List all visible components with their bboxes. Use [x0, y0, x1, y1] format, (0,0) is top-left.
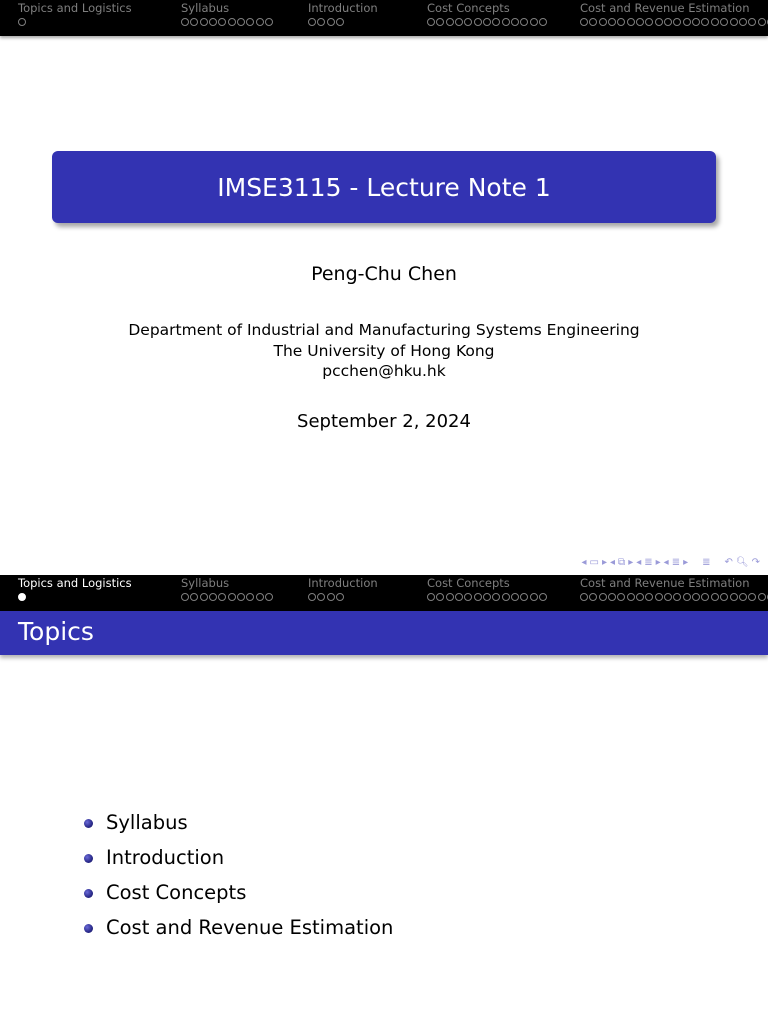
nav-section-label[interactable]: Syllabus: [181, 1, 230, 15]
nav-frame-dot[interactable]: [336, 593, 344, 601]
nav-frame-dot[interactable]: [218, 18, 226, 26]
nav-section-label[interactable]: Cost Concepts: [427, 1, 510, 15]
nav-section-label[interactable]: Introduction: [308, 576, 378, 590]
nav-frame-dot[interactable]: [464, 18, 472, 26]
search-icon[interactable]: 🔍︎: [735, 557, 749, 568]
bullet-icon: [84, 924, 93, 933]
nav-frame-dot[interactable]: [673, 18, 681, 26]
nav-section-label[interactable]: Syllabus: [181, 576, 230, 590]
nav-frame-dot[interactable]: [455, 18, 463, 26]
nav-frame-dot[interactable]: [645, 18, 653, 26]
title-block: [52, 151, 716, 223]
nav-frame-dot[interactable]: [748, 18, 756, 26]
nav-frame-dot[interactable]: [580, 593, 588, 601]
nav-frame-dot[interactable]: [265, 18, 273, 26]
institute-block: [0, 320, 768, 382]
nav-frame-dot[interactable]: [617, 18, 625, 26]
nav-frame-dot[interactable]: [720, 18, 728, 26]
nav-frame-dot[interactable]: [711, 18, 719, 26]
nav-frame-dot[interactable]: [237, 18, 245, 26]
nav-frame-dot[interactable]: [636, 593, 644, 601]
presentation-title: IMSE3115 - Lecture Note 1: [217, 172, 551, 202]
nav-frame-dot[interactable]: [530, 18, 538, 26]
nav-frame-dot[interactable]: [209, 593, 217, 601]
nav-frame-dot[interactable]: [739, 593, 747, 601]
nav-frame-dot[interactable]: [237, 593, 245, 601]
beamer-navigation-symbols: [582, 556, 761, 570]
nav-frame-dot[interactable]: [483, 593, 491, 601]
topic-label: Introduction: [106, 846, 225, 869]
nav-frame-dot[interactable]: [645, 593, 653, 601]
nav-frame-dot[interactable]: [627, 593, 635, 601]
nav-frame-dot[interactable]: [200, 593, 208, 601]
author-email: pcchen@hku.hk: [322, 362, 446, 380]
nav-frame-dot[interactable]: [218, 593, 226, 601]
nav-frame-dot[interactable]: [701, 593, 709, 601]
list-item: [84, 846, 393, 881]
nav-frame-dot[interactable]: [758, 593, 766, 601]
nav-section-1[interactable]: [18, 1, 132, 28]
nav-frame-dot[interactable]: [608, 18, 616, 26]
nav-frame-dot[interactable]: [246, 18, 254, 26]
nav-frame-dot[interactable]: [673, 593, 681, 601]
nav-frame-dot[interactable]: [530, 593, 538, 601]
nav-frame-dots: [580, 18, 768, 28]
nav-section-3[interactable]: [308, 576, 378, 603]
nav-frame-dot[interactable]: [256, 593, 264, 601]
department-name: Department of Industrial and Manufacturing Systems Engineering: [128, 321, 640, 339]
document-icon[interactable]: ≣: [671, 557, 681, 568]
topics-slide: [0, 575, 768, 1024]
nav-section-label[interactable]: Cost and Revenue Estimation: [580, 576, 750, 590]
nav-frame-dots: [18, 593, 132, 603]
nav-frame-dot[interactable]: [327, 18, 335, 26]
nav-frame-dot[interactable]: [502, 593, 510, 601]
nav-section-label[interactable]: Introduction: [308, 1, 378, 15]
nav-section-4[interactable]: [427, 576, 548, 603]
nav-frame-dot[interactable]: [455, 593, 463, 601]
university-name: The University of Hong Kong: [273, 341, 495, 360]
nav-section-1[interactable]: [18, 576, 132, 603]
nav-frame-dot[interactable]: [720, 593, 728, 601]
nav-frame-dot[interactable]: [683, 593, 691, 601]
nav-frame-dot[interactable]: [256, 18, 264, 26]
nav-frame-dot[interactable]: [228, 18, 236, 26]
nav-section-5[interactable]: [580, 576, 768, 603]
frame-title: Topics: [18, 617, 94, 646]
nav-frame-dot[interactable]: [636, 18, 644, 26]
nav-frame-dot[interactable]: [436, 593, 444, 601]
nav-frame-dot[interactable]: [190, 18, 198, 26]
nav-frame-dot[interactable]: [748, 593, 756, 601]
nav-frame-dot[interactable]: [520, 18, 528, 26]
nav-frame-dots: [580, 593, 768, 603]
nav-frame-dot[interactable]: [655, 18, 663, 26]
nav-section-label[interactable]: Cost and Revenue Estimation: [580, 1, 750, 15]
author-name: Peng-Chu Chen: [311, 263, 457, 285]
frame-icon[interactable]: ▭: [589, 557, 599, 568]
nav-section-label[interactable]: Topics and Logistics: [18, 1, 132, 15]
nav-frame-dot[interactable]: [209, 18, 217, 26]
nav-frame-dot[interactable]: [664, 593, 672, 601]
topic-label: Syllabus: [106, 811, 188, 834]
nav-frame-dot[interactable]: [701, 18, 709, 26]
nav-frame-dot[interactable]: [436, 18, 444, 26]
section-navigation-header: [0, 0, 768, 36]
nav-frame-dot[interactable]: [539, 18, 547, 26]
nav-section-2[interactable]: [181, 1, 274, 28]
nav-frame-dot[interactable]: [446, 593, 454, 601]
nav-frame-dot[interactable]: [446, 18, 454, 26]
topic-label: Cost and Revenue Estimation: [106, 916, 394, 939]
nav-frame-dot[interactable]: [200, 18, 208, 26]
nav-frame-dots: [427, 18, 548, 28]
nav-frame-dot[interactable]: [190, 593, 198, 601]
nav-section-3[interactable]: [308, 1, 378, 28]
nav-section-5[interactable]: [580, 1, 768, 28]
nav-frame-dot[interactable]: [427, 593, 435, 601]
topic-label: Cost Concepts: [106, 881, 247, 904]
nav-frame-dot[interactable]: [317, 593, 325, 601]
nav-frame-dot[interactable]: [336, 18, 344, 26]
arrow-right-icon[interactable]: ▸: [655, 557, 661, 568]
nav-frame-dot[interactable]: [758, 18, 766, 26]
nav-frame-dot[interactable]: [608, 593, 616, 601]
bullet-icon: [84, 889, 93, 898]
frame-title-bar: [0, 611, 768, 655]
nav-frame-dot[interactable]: [464, 593, 472, 601]
nav-frame-dot[interactable]: [655, 593, 663, 601]
nav-frame-dot[interactable]: [181, 593, 189, 601]
redo-icon[interactable]: ↷: [751, 557, 760, 568]
nav-frame-dot[interactable]: [511, 18, 519, 26]
undo-icon[interactable]: ↶: [724, 557, 733, 568]
nav-frame-dot[interactable]: [599, 593, 607, 601]
arrow-right-icon[interactable]: ▸: [628, 557, 634, 568]
nav-frame-dot[interactable]: [492, 18, 500, 26]
nav-frame-dot[interactable]: [599, 18, 607, 26]
nav-section-2[interactable]: [181, 576, 274, 603]
nav-frame-dot[interactable]: [327, 593, 335, 601]
nav-frame-dot[interactable]: [181, 18, 189, 26]
nav-frame-dot[interactable]: [589, 18, 597, 26]
arrow-right-icon[interactable]: ▸: [601, 557, 608, 568]
nav-section-label[interactable]: Topics and Logistics: [18, 576, 132, 590]
arrow-right-icon[interactable]: ▸: [683, 557, 689, 568]
outline-icon[interactable]: ≣: [702, 557, 711, 568]
nav-frame-dot[interactable]: [664, 18, 672, 26]
nav-frame-dot[interactable]: [739, 18, 747, 26]
nav-frame-dot[interactable]: [483, 18, 491, 26]
nav-frame-dot[interactable]: [18, 593, 26, 601]
nav-frame-dot[interactable]: [308, 18, 316, 26]
nav-frame-dot[interactable]: [589, 593, 597, 601]
nav-frame-dot[interactable]: [730, 18, 738, 26]
nav-frame-dot[interactable]: [511, 593, 519, 601]
nav-frame-dot[interactable]: [520, 593, 528, 601]
nav-frame-dot[interactable]: [308, 593, 316, 601]
nav-frame-dot[interactable]: [18, 18, 26, 26]
nav-frame-dot[interactable]: [492, 593, 500, 601]
arrow-left-icon[interactable]: ◂: [581, 557, 587, 568]
nav-frame-dot[interactable]: [617, 593, 625, 601]
nav-frame-dot[interactable]: [692, 18, 700, 26]
nav-frame-dots: [308, 18, 378, 28]
nav-frame-dot[interactable]: [627, 18, 635, 26]
nav-frame-dot[interactable]: [427, 18, 435, 26]
nav-frame-dot[interactable]: [474, 18, 482, 26]
nav-frame-dot[interactable]: [711, 593, 719, 601]
topics-list: [84, 811, 393, 951]
nav-frame-dot[interactable]: [580, 18, 588, 26]
nav-frame-dot[interactable]: [317, 18, 325, 26]
nav-section-4[interactable]: [427, 1, 548, 28]
nav-frame-dot[interactable]: [228, 593, 236, 601]
nav-frame-dot[interactable]: [692, 593, 700, 601]
nav-frame-dot[interactable]: [265, 593, 273, 601]
bullet-icon: [84, 854, 93, 863]
nav-frame-dot[interactable]: [246, 593, 254, 601]
bullet-icon: [84, 819, 93, 828]
arrow-left-icon[interactable]: ◂: [610, 557, 616, 568]
list-item: [84, 916, 393, 951]
section-navigation-header: [0, 575, 768, 611]
nav-frame-dots: [18, 18, 132, 28]
nav-section-label[interactable]: Cost Concepts: [427, 576, 510, 590]
list-item: [84, 811, 393, 846]
nav-frame-dot[interactable]: [730, 593, 738, 601]
nav-frame-dots: [181, 593, 274, 603]
nav-frame-dot[interactable]: [502, 18, 510, 26]
nav-frame-dot[interactable]: [683, 18, 691, 26]
nav-frame-dot[interactable]: [539, 593, 547, 601]
presentation-date: September 2, 2024: [297, 411, 471, 432]
arrow-left-icon[interactable]: ◂: [663, 557, 669, 568]
subsection-icon[interactable]: ⧉: [618, 557, 626, 568]
nav-frame-dots: [308, 593, 378, 603]
nav-frame-dots: [181, 18, 274, 28]
section-icon[interactable]: ≣: [644, 557, 653, 568]
list-item: [84, 881, 393, 916]
nav-frame-dots: [427, 593, 548, 603]
arrow-left-icon[interactable]: ◂: [636, 557, 642, 568]
nav-frame-dot[interactable]: [474, 593, 482, 601]
